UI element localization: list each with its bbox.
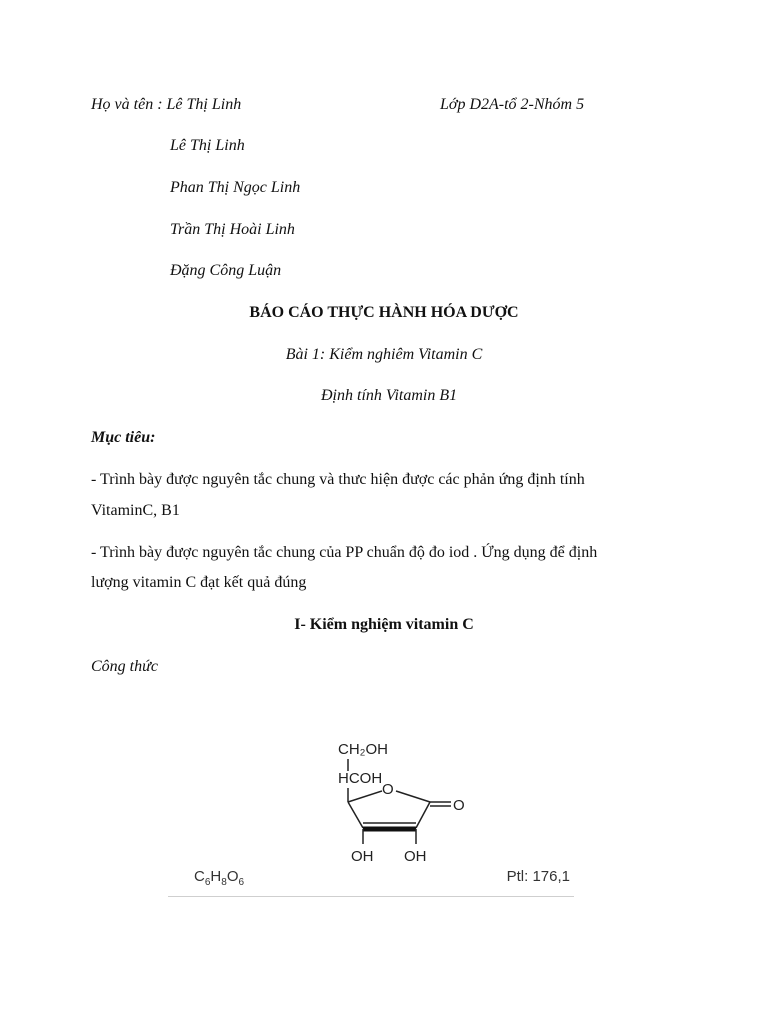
formula-label: Công thức <box>91 658 158 675</box>
member-name: Trần Thị Hoài Linh <box>170 221 295 238</box>
bond <box>416 802 430 828</box>
report-title: BÁO CÁO THỰC HÀNH HÓA DƯỢC <box>249 304 519 321</box>
objective-line: VitaminC, B1 <box>91 502 180 519</box>
ch2oh-label: CH₂OH <box>338 741 388 758</box>
objective-line: - Trình bày được nguyên tắc chung và thưc hiện được các phản ứng định tính <box>91 471 585 488</box>
ring-oxygen: O <box>382 781 394 798</box>
name-label: Họ và tên : Lê Thị Linh <box>91 96 242 113</box>
figure-divider <box>168 896 574 897</box>
bond <box>348 802 363 828</box>
molecular-weight: Ptl: 176,1 <box>506 868 570 885</box>
bond <box>348 791 382 802</box>
hydroxyl-right: OH <box>404 848 427 865</box>
lesson-subtitle: Định tính Vitamin B1 <box>321 387 458 404</box>
bond <box>396 791 430 802</box>
objectives-heading: Mục tiêu: <box>91 429 156 446</box>
molecular-formula: $C_6H_8O_6$ <box>194 868 245 888</box>
objective-line: lượng vitamin C đạt kết quả đúng <box>91 574 307 591</box>
vitamin-c-structure-figure <box>168 692 574 900</box>
member-name: Đặng Công Luận <box>170 262 282 279</box>
section-heading: I- Kiểm nghiệm vitamin C <box>294 616 474 633</box>
hydroxyl-left: OH <box>351 848 374 865</box>
member-name: Phan Thị Ngọc Linh <box>170 179 301 196</box>
member-name: Lê Thị Linh <box>170 137 245 154</box>
hcoh-label: HCOH <box>338 770 383 787</box>
lesson-title: Bài 1: Kiểm nghiêm Vitamin C <box>285 346 483 363</box>
class-label: Lớp D2A-tổ 2-Nhóm 5 <box>440 96 585 113</box>
carbonyl-oxygen: O <box>453 797 465 814</box>
objective-line: - Trình bày được nguyên tắc chung của PP chuẩn độ đo iod . Ứng dụng để định <box>91 544 598 561</box>
